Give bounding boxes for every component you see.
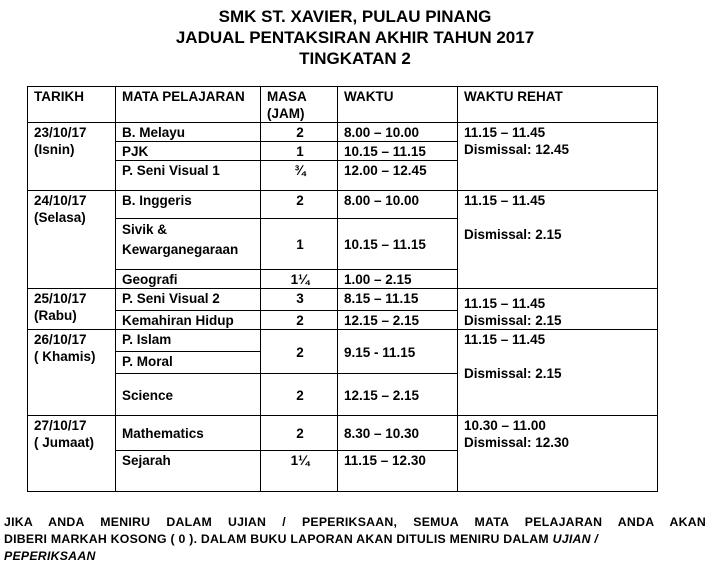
date: 25/10/17 — [34, 291, 87, 306]
day-name: ( Khamis) — [34, 349, 96, 364]
time: 10.15 – 11.15 — [338, 219, 458, 270]
dismissal: Dismissal: 12.45 — [464, 142, 570, 157]
warning-notice — [4, 514, 706, 565]
hours: 2 — [261, 330, 338, 374]
subject: P. Moral — [116, 352, 261, 374]
date: 23/10/17 — [34, 125, 87, 140]
notice-line-3-italic: PEPERIKSAAN — [4, 549, 96, 563]
day-name: (Selasa) — [34, 210, 86, 225]
table-header-row — [28, 87, 658, 123]
column-header: TARIKH — [28, 87, 116, 123]
date-cell — [28, 416, 116, 492]
date-cell — [28, 123, 116, 191]
subject: Kemahiran Hidup — [116, 311, 261, 330]
hours: 2 — [261, 191, 338, 219]
date: 26/10/17 — [34, 332, 87, 347]
rest-time: 11.15 – 11.45 — [464, 193, 546, 208]
hours: 2 — [261, 311, 338, 330]
time: 11.15 – 12.30 — [338, 451, 458, 492]
time: 10.15 – 11.15 — [338, 142, 458, 161]
time: 12.00 – 12.45 — [338, 161, 458, 191]
notice-line-2-italic: UJIAN / — [552, 532, 599, 546]
subject: B. Inggeris — [116, 191, 261, 219]
time: 12.15 – 2.15 — [338, 374, 458, 416]
exam-schedule-table — [27, 86, 658, 492]
column-header: MATA PELAJARAN — [116, 87, 261, 123]
time: 8.15 – 11.15 — [338, 289, 458, 311]
table-row — [28, 191, 658, 219]
subject: B. Melayu — [116, 123, 261, 142]
time: 8.00 – 10.00 — [338, 191, 458, 219]
subject: Mathematics — [116, 416, 261, 451]
hours: 1 — [261, 142, 338, 161]
subject: Science — [116, 374, 261, 416]
dismissal: Dismissal: 2.15 — [464, 313, 562, 328]
rest-cell — [458, 289, 658, 330]
date-cell — [28, 330, 116, 416]
rest-time: 11.15 – 11.45 — [464, 332, 546, 347]
table-row — [28, 330, 658, 352]
column-header: WAKTU REHAT — [458, 87, 658, 123]
dismissal: Dismissal: 12.30 — [464, 435, 570, 450]
time: 9.15 - 11.15 — [338, 330, 458, 374]
column-header: MASA (JAM) — [261, 87, 338, 123]
table-row — [28, 416, 658, 451]
date-cell — [28, 289, 116, 330]
rest-cell — [458, 416, 658, 492]
time: 8.00 – 10.00 — [338, 123, 458, 142]
column-header: WAKTU — [338, 87, 458, 123]
table-row — [28, 123, 658, 142]
hours: 3 — [261, 289, 338, 311]
dismissal: Dismissal: 2.15 — [464, 227, 562, 242]
subject: Sejarah — [116, 451, 261, 492]
date: 24/10/17 — [34, 193, 87, 208]
subject: P. Seni Visual 1 — [116, 161, 261, 191]
hours: ¾ — [261, 161, 338, 191]
form-level: TINGKATAN 2 — [299, 49, 411, 68]
subject: P. Islam — [116, 330, 261, 352]
subject: PJK — [116, 142, 261, 161]
rest-cell — [458, 330, 658, 416]
hours: 2 — [261, 374, 338, 416]
time: 8.30 – 10.30 — [338, 416, 458, 451]
schedule-title: JADUAL PENTAKSIRAN AKHIR TAHUN 2017 — [175, 28, 535, 47]
notice-line-1: JIKA ANDA MENIRU DALAM UJIAN / PEPERIKSAAN, SEMUA MATA PELAJARAN ANDA AKAN — [4, 515, 706, 529]
rest-time: 11.15 – 11.45 — [464, 125, 546, 140]
time: 1.00 – 2.15 — [338, 270, 458, 289]
hours: 1¼ — [261, 451, 338, 492]
date: 27/10/17 — [34, 418, 87, 433]
hours: 2 — [261, 123, 338, 142]
day-name: ( Jumaat) — [34, 435, 95, 450]
day-name: (Rabu) — [34, 308, 77, 323]
rest-time: 10.30 – 11.00 — [464, 418, 546, 433]
date-cell — [28, 191, 116, 289]
rest-time: 11.15 – 11.45 — [464, 296, 546, 311]
table-row — [28, 289, 658, 311]
hours: 2 — [261, 416, 338, 451]
subject: Geografi — [116, 270, 261, 289]
hours: 1¼ — [261, 270, 338, 289]
subject: Sivik & Kewarganegaraan — [116, 219, 261, 270]
rest-cell — [458, 191, 658, 289]
dismissal: Dismissal: 2.15 — [464, 366, 562, 381]
time: 12.15 – 2.15 — [338, 311, 458, 330]
notice-line-2: DIBERI MARKAH KOSONG ( 0 ). DALAM BUKU LAPORAN AKAN DITULIS MENIRU DALAM — [4, 532, 549, 546]
school-name: SMK ST. XAVIER, PULAU PINANG — [218, 7, 492, 26]
subject: P. Seni Visual 2 — [116, 289, 261, 311]
hours: 1 — [261, 219, 338, 270]
day-name: (Isnin) — [34, 142, 75, 157]
rest-cell — [458, 123, 658, 191]
